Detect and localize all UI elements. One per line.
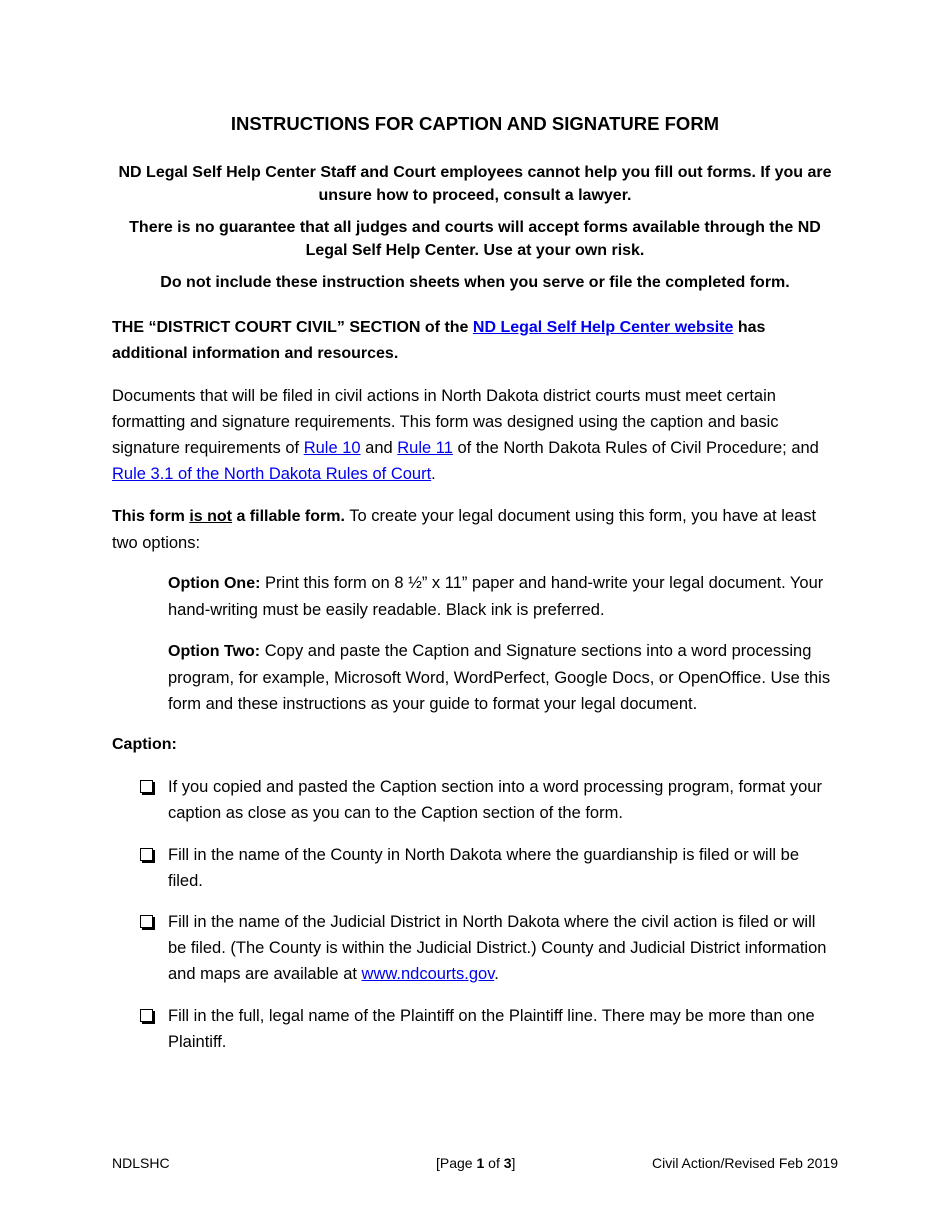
fillable-bold-1: This form — [112, 508, 190, 525]
district-suffix: has additional information and resources. — [112, 319, 766, 362]
checklist-item-text — [168, 909, 838, 987]
footer-left: NDLSHC — [112, 1155, 170, 1171]
checkbox-icon — [140, 780, 153, 793]
checklist-item-suffix: . — [494, 965, 499, 983]
checklist-item-text: If you copied and pasted the Caption section into a word processing program, format your caption as close as you can to the Caption section of the form. — [168, 778, 822, 822]
fillable-paragraph — [112, 503, 838, 556]
page-close: ] — [511, 1155, 516, 1171]
option-one-text: Print this form on 8 ½” x 11” paper and hand-write your legal document. Your hand-writing must be easily readable. Black ink is preferred. — [168, 574, 824, 619]
caption-heading: Caption: — [112, 736, 177, 753]
district-court-note — [112, 315, 838, 367]
footer-right: Civil Action/Revised Feb 2019 — [652, 1155, 838, 1171]
checklist-item-body: Fill in the name of the Judicial District in North Dakota where the civil action is filed or will be filed. (The County is within the Judicial District.) County and Judicial District information and maps are available at — [168, 913, 827, 983]
instruction-sheet-warning: Do not include these instruction sheets when you serve or file the completed form. — [160, 274, 790, 291]
footer-page-number — [436, 1155, 515, 1171]
page-open: [Page — [436, 1155, 477, 1171]
checkbox-icon — [140, 848, 153, 861]
requirements-text-1: Documents that will be filed in civil actions in North Dakota district courts must meet certain formatting and signature requirements. This form was designed using the caption and basic signature requirements of — [112, 387, 779, 457]
ndcourts-link[interactable]: www.ndcourts.gov — [361, 965, 495, 983]
checklist-item-text: Fill in the name of the County in North Dakota where the guardianship is filed or will be filed. — [168, 846, 799, 890]
staff-warning: ND Legal Self Help Center Staff and Court employees cannot help you fill out forms. If you are unsure how to proceed, consult a lawyer. — [118, 164, 832, 204]
page-title: INSTRUCTIONS FOR CAPTION AND SIGNATURE FORM — [230, 113, 720, 134]
page-current: 1 — [476, 1155, 485, 1171]
rule-11-link[interactable]: Rule 11 — [397, 439, 453, 457]
checkbox-icon — [140, 915, 153, 928]
requirements-text-2: of the North Dakota Rules of Civil Procedure; and — [452, 439, 819, 457]
option-two-label: Option Two: — [168, 643, 261, 660]
guarantee-warning: There is no guarantee that all judges and courts will accept forms available through the ND Legal Self Help Center. Use at your own risk. — [129, 219, 821, 259]
requirements-paragraph — [112, 383, 838, 487]
rule-3-1-link[interactable]: Rule 3.1 of the North Dakota Rules of Court — [112, 465, 432, 483]
fillable-rest: To create your legal document using this form, you have at least two options: — [112, 507, 817, 552]
option-two-text: Copy and paste the Caption and Signature sections into a word processing program, for example, Microsoft Word, WordPerfect, Google Docs, or OpenOffice. Use this form and these instructions as your guide to format your legal document. — [168, 642, 831, 713]
requirements-text-3: . — [431, 465, 436, 483]
checklist-item-text: Fill in the full, legal name of the Plaintiff on the Plaintiff line. There may be more than one Plaintiff. — [168, 1007, 815, 1051]
requirements-and: and — [360, 439, 398, 457]
fillable-underline: is not — [189, 508, 233, 525]
fillable-bold-2: a fillable form. — [232, 508, 345, 525]
district-prefix: THE “DISTRICT COURT CIVIL” SECTION of the — [112, 319, 473, 336]
self-help-website-link[interactable]: ND Legal Self Help Center website — [472, 319, 734, 336]
option-one — [168, 570, 838, 623]
option-two — [168, 638, 838, 717]
option-one-label: Option One: — [168, 575, 261, 592]
page-of: of — [484, 1155, 504, 1171]
page-total: 3 — [503, 1155, 512, 1171]
checkbox-icon — [140, 1009, 153, 1022]
rule-10-link[interactable]: Rule 10 — [303, 439, 361, 457]
